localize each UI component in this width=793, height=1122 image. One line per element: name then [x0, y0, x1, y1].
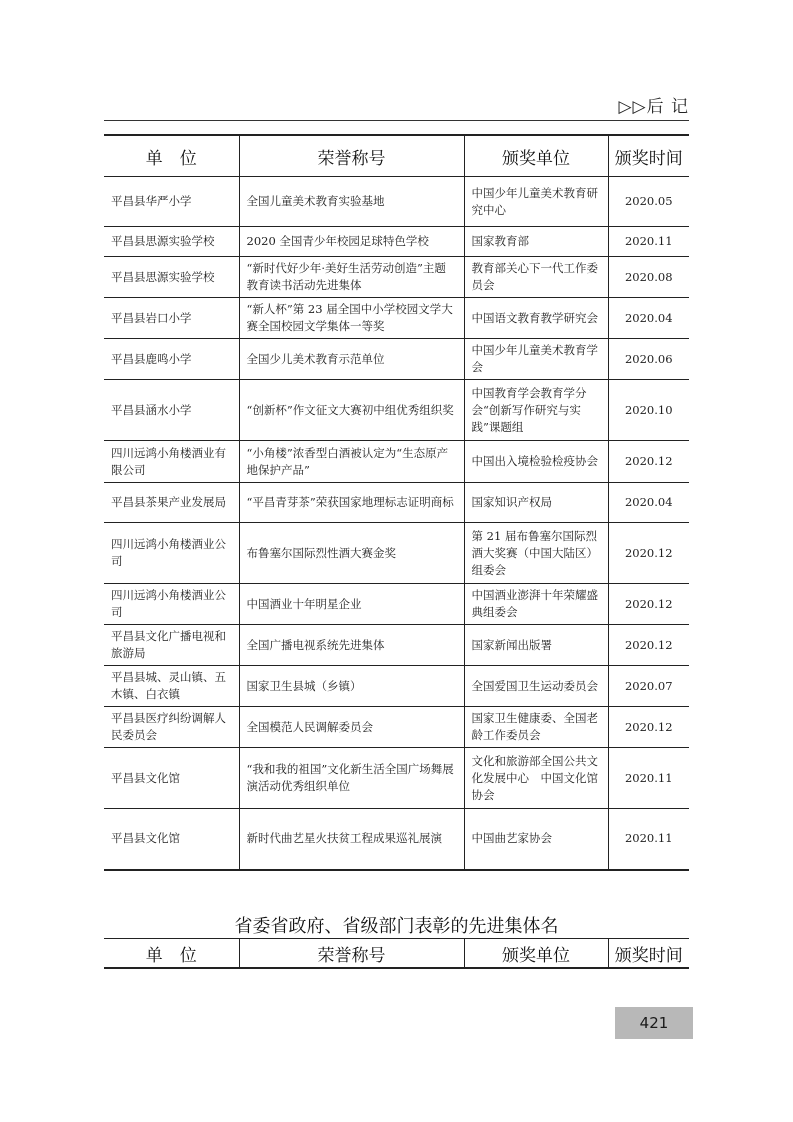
- column-header-unit: 单 位: [104, 939, 239, 969]
- cell-date: 2020.12: [608, 584, 689, 625]
- cell-unit: 平昌县文化馆: [104, 748, 239, 809]
- cell-issuer: 中国曲艺家协会: [464, 809, 608, 870]
- table-row: [104, 380, 689, 441]
- cell-date: 2020.04: [608, 298, 689, 339]
- cell-date: 2020.04: [608, 483, 689, 523]
- cell-issuer: 中国少年儿童美术教育学会: [464, 339, 608, 380]
- cell-date: 2020.11: [608, 809, 689, 870]
- cell-honor: “我和我的祖国”文化新生活全国广场舞展演活动优秀组织单位: [239, 748, 464, 809]
- cell-unit: 平昌县华严小学: [104, 177, 239, 227]
- table-row: [104, 227, 689, 257]
- table-row: [104, 584, 689, 625]
- honors-table: [104, 134, 689, 871]
- cell-date: 2020.11: [608, 227, 689, 257]
- column-header-unit: 单 位: [104, 135, 239, 177]
- cell-date: 2020.08: [608, 257, 689, 298]
- table-row: [104, 441, 689, 483]
- cell-honor: 2020 全国青少年校园足球特色学校: [239, 227, 464, 257]
- cell-issuer: 第 21 届布鲁塞尔国际烈酒大奖赛（中国大陆区）组委会: [464, 523, 608, 584]
- table-row: [104, 298, 689, 339]
- cell-unit: 平昌县涵水小学: [104, 380, 239, 441]
- cell-issuer: 中国语文教育教学研究会: [464, 298, 608, 339]
- cell-honor: 全国广播电视系统先进集体: [239, 625, 464, 666]
- cell-unit: 平昌县思源实验学校: [104, 257, 239, 298]
- cell-honor: “平昌青芽茶”荣获国家地理标志证明商标: [239, 483, 464, 523]
- cell-date: 2020.11: [608, 748, 689, 809]
- cell-issuer: 中国教育学会教育学分会“创新写作研究与实践”课题组: [464, 380, 608, 441]
- cell-issuer: 国家新闻出版署: [464, 625, 608, 666]
- header-rule: [104, 120, 689, 121]
- column-header-date: 颁奖时间: [608, 939, 689, 969]
- cell-honor: “创新杯”作文征文大赛初中组优秀组织奖: [239, 380, 464, 441]
- cell-honor: 新时代曲艺星火扶贫工程成果巡礼展演: [239, 809, 464, 870]
- cell-date: 2020.12: [608, 523, 689, 584]
- cell-date: 2020.12: [608, 707, 689, 748]
- cell-date: 2020.05: [608, 177, 689, 227]
- cell-unit: 平昌县医疗纠纷调解人民委员会: [104, 707, 239, 748]
- cell-honor: 中国酒业十年明星企业: [239, 584, 464, 625]
- table-row: [104, 483, 689, 523]
- table-row: [104, 339, 689, 380]
- cell-issuer: 国家卫生健康委、全国老龄工作委员会: [464, 707, 608, 748]
- cell-honor: 全国儿童美术教育实验基地: [239, 177, 464, 227]
- cell-issuer: 国家知识产权局: [464, 483, 608, 523]
- column-header-issuer: 颁奖单位: [464, 939, 608, 969]
- cell-issuer: 中国少年儿童美术教育研究中心: [464, 177, 608, 227]
- table-header-row: [104, 135, 689, 177]
- cell-honor: “新人杯”第 23 届全国中小学校园文学大赛全国校园文学集体一等奖: [239, 298, 464, 339]
- cell-date: 2020.12: [608, 625, 689, 666]
- cell-honor: “小角楼”浓香型白酒被认定为“生态原产地保护产品”: [239, 441, 464, 483]
- table-row: [104, 625, 689, 666]
- cell-unit: 平昌县鹿鸣小学: [104, 339, 239, 380]
- page-number: 421: [615, 1007, 693, 1039]
- cell-unit: 平昌县思源实验学校: [104, 227, 239, 257]
- cell-issuer: 教育部关心下一代工作委员会: [464, 257, 608, 298]
- cell-issuer: 文化和旅游部全国公共文化发展中心 中国文化馆协会: [464, 748, 608, 809]
- table-row: [104, 257, 689, 298]
- column-header-issuer: 颁奖单位: [464, 135, 608, 177]
- cell-unit: 四川远鸿小角楼酒业公司: [104, 523, 239, 584]
- cell-unit: 平昌县岩口小学: [104, 298, 239, 339]
- cell-honor: 全国少儿美术教育示范单位: [239, 339, 464, 380]
- cell-honor: 布鲁塞尔国际烈性酒大赛金奖: [239, 523, 464, 584]
- cell-unit: 平昌县文化广播电视和旅游局: [104, 625, 239, 666]
- cell-date: 2020.10: [608, 380, 689, 441]
- cell-unit: 四川远鸿小角楼酒业公司: [104, 584, 239, 625]
- cell-issuer: 中国出入境检验检疫协会: [464, 441, 608, 483]
- cell-date: 2020.12: [608, 441, 689, 483]
- provincial-honors-table-header: [104, 938, 689, 969]
- cell-honor: 全国模范人民调解委员会: [239, 707, 464, 748]
- cell-honor: 国家卫生县城（乡镇）: [239, 666, 464, 707]
- cell-unit: 四川远鸿小角楼酒业有限公司: [104, 441, 239, 483]
- cell-unit: 平昌县文化馆: [104, 809, 239, 870]
- table-row: [104, 666, 689, 707]
- cell-issuer: 国家教育部: [464, 227, 608, 257]
- table-row: [104, 748, 689, 809]
- table-header-row: [104, 939, 689, 969]
- column-header-honor: 荣誉称号: [239, 135, 464, 177]
- table-row: [104, 177, 689, 227]
- column-header-date: 颁奖时间: [608, 135, 689, 177]
- table-row: [104, 707, 689, 748]
- cell-unit: 平昌县城、灵山镇、五木镇、白衣镇: [104, 666, 239, 707]
- cell-issuer: 全国爱国卫生运动委员会: [464, 666, 608, 707]
- cell-issuer: 中国酒业澎湃十年荣耀盛典组委会: [464, 584, 608, 625]
- column-header-honor: 荣誉称号: [239, 939, 464, 969]
- cell-date: 2020.07: [608, 666, 689, 707]
- cell-date: 2020.06: [608, 339, 689, 380]
- running-head: ▷▷后 记: [618, 97, 689, 117]
- table-row: [104, 523, 689, 584]
- table-row: [104, 809, 689, 870]
- cell-unit: 平昌县茶果产业发展局: [104, 483, 239, 523]
- cell-honor: “新时代好少年·美好生活劳动创造”主题教育读书活动先进集体: [239, 257, 464, 298]
- section-title: 省委省政府、省级部门表彰的先进集体名: [234, 916, 559, 937]
